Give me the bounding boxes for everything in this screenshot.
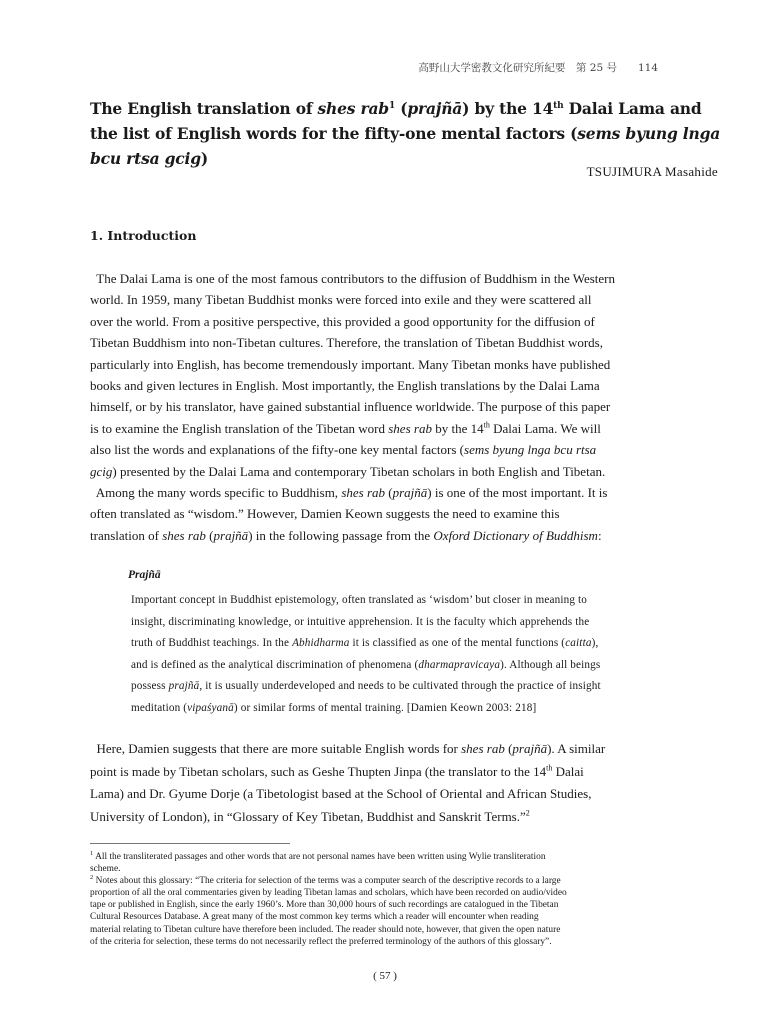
text-line: Here, Damien suggests that there are more suitable English words for shes rab (prajñā). A similar: [90, 741, 606, 756]
footnote-2: [90, 875, 720, 948]
footnote-line: scheme.: [90, 864, 121, 875]
footnote-line: material relating to Tibetan culture have therefore been included. The reader should note, however, that given the open nature: [90, 924, 561, 935]
text-line: particularly into English, has become tremendously important. Many Tibetan monks have published: [90, 356, 611, 372]
footnote-line: $^1$ All the transliterated passages and other words that are not personal names have been written using Wylie transliteration: [90, 849, 546, 862]
quote-line: meditation (vipaśyanā) or similar forms of mental training. [Damien Keown 2003: 218]: [131, 701, 537, 714]
text-line: also list the words and explanations of the fifty-one key mental factors (sems byung lnga bcu rtsa: [90, 442, 597, 458]
footnote-line: of the criteria for selection, these terms do not necessarily reflect the preferred terminology of the authors of this glossary”.: [90, 936, 552, 947]
running-head: 高野山大学密教文化研究所紀要 第 25 号 114: [418, 62, 658, 74]
block-quote: [131, 590, 719, 720]
text-line: gcig) presented by the Dalai Lama and contemporary Tibetan scholars in both English and Tibetan.: [90, 463, 606, 479]
paper-title: The English translation of shes rab$^1$ (prajñā) by the 14th Dalai Lama and the list of English words for the fifty-one mental factors (sems byung lnga bcu rtsa gcig): [90, 99, 721, 168]
footnotes: [90, 851, 720, 948]
text-line: Lama) and Dr. Gyume Dorje (a Tibetologist based at the School of Oriental and African Studies,: [90, 786, 592, 802]
text-line: Among the many words specific to Buddhism, shes rab (prajñā) is one of the most important. It is: [90, 485, 608, 501]
footnote-1: [90, 851, 720, 875]
text-line: often translated as “wisdom.” However, Damien Keown suggests the need to examine this: [90, 506, 560, 522]
quote-line: Important concept in Buddhist epistemology, often translated as ‘wisdom’ but closer in meaning to: [131, 594, 588, 606]
footnote-line: tape or published in English, since the early 1960’s. More than 30,000 hours of such recordings are catalogued in the Tibetan: [90, 900, 559, 911]
intro-paragraph: [90, 268, 720, 546]
quote-term: Prajñā: [128, 569, 161, 581]
footnote-line: Cultural Resources Database. A great many of the most common key terms which a reader will encounter when reading: [90, 912, 539, 923]
text-line: Tibetan Buddhism into non-Tibetan cultures. Therefore, the translation of Tibetan Buddhist words,: [90, 335, 603, 351]
footnote-line: proportion of all the oral commentaries given by leading Tibetan lamas and scholars, which have been recorded on audio/video: [90, 888, 567, 899]
page-number: ( 57 ): [373, 970, 397, 982]
quote-line: insight, discriminating knowledge, or intuitive apprehension. It is the faculty which apprehends the: [131, 615, 590, 628]
text-line: over the world. From a positive perspective, this provided a good opportunity for the diffusion of: [90, 313, 595, 329]
text-line: world. In 1959, many Tibetan Buddhist monks were forced into exile and they were scattered all: [90, 292, 592, 308]
text-line: is to examine the English translation of the Tibetan word shes rab by the 14th Dalai Lama. We will: [90, 420, 601, 436]
text-line: The Dalai Lama is one of the most famous contributors to the diffusion of Buddhism in the Western: [90, 271, 616, 286]
section-heading: 1. Introduction: [90, 228, 197, 243]
paragraph-after-quote: [90, 738, 720, 828]
quote-line: truth of Buddhist teachings. In the Abhidharma it is classified as one of the mental functions (caitta),: [131, 637, 599, 650]
footnote-divider: [90, 843, 290, 844]
quote-line: and is defined as the analytical discrimination of phenomena (dharmapravicaya). Although all beings: [131, 658, 601, 671]
author-name: TSUJIMURA Masahide: [586, 164, 718, 179]
text-line: books and given lectures in English. Most importantly, the English translations by the Dalai Lama: [90, 378, 600, 394]
text-line: himself, or by his translator, have gained substantial influence worldwide. The purpose of this paper: [90, 399, 611, 415]
text-line: point is made by Tibetan scholars, such as Geshe Thupten Jinpa (the translator to the 14th Dalai: [90, 763, 584, 779]
quote-line: possess prajñā, it is usually underdeveloped and needs to be cultivated through the practice of insight: [131, 680, 601, 693]
text-line: translation of shes rab (prajñā) in the following passage from the Oxford Dictionary of Buddhism:: [90, 527, 602, 543]
text-line: University of London), in “Glossary of Key Tibetan, Buddhist and Sanskrit Terms.”$^2$: [90, 808, 530, 824]
footnote-line: $^2$ Notes about this glossary: “The criteria for selection of the terms was a computer search of the descriptive records to a large: [90, 874, 561, 887]
